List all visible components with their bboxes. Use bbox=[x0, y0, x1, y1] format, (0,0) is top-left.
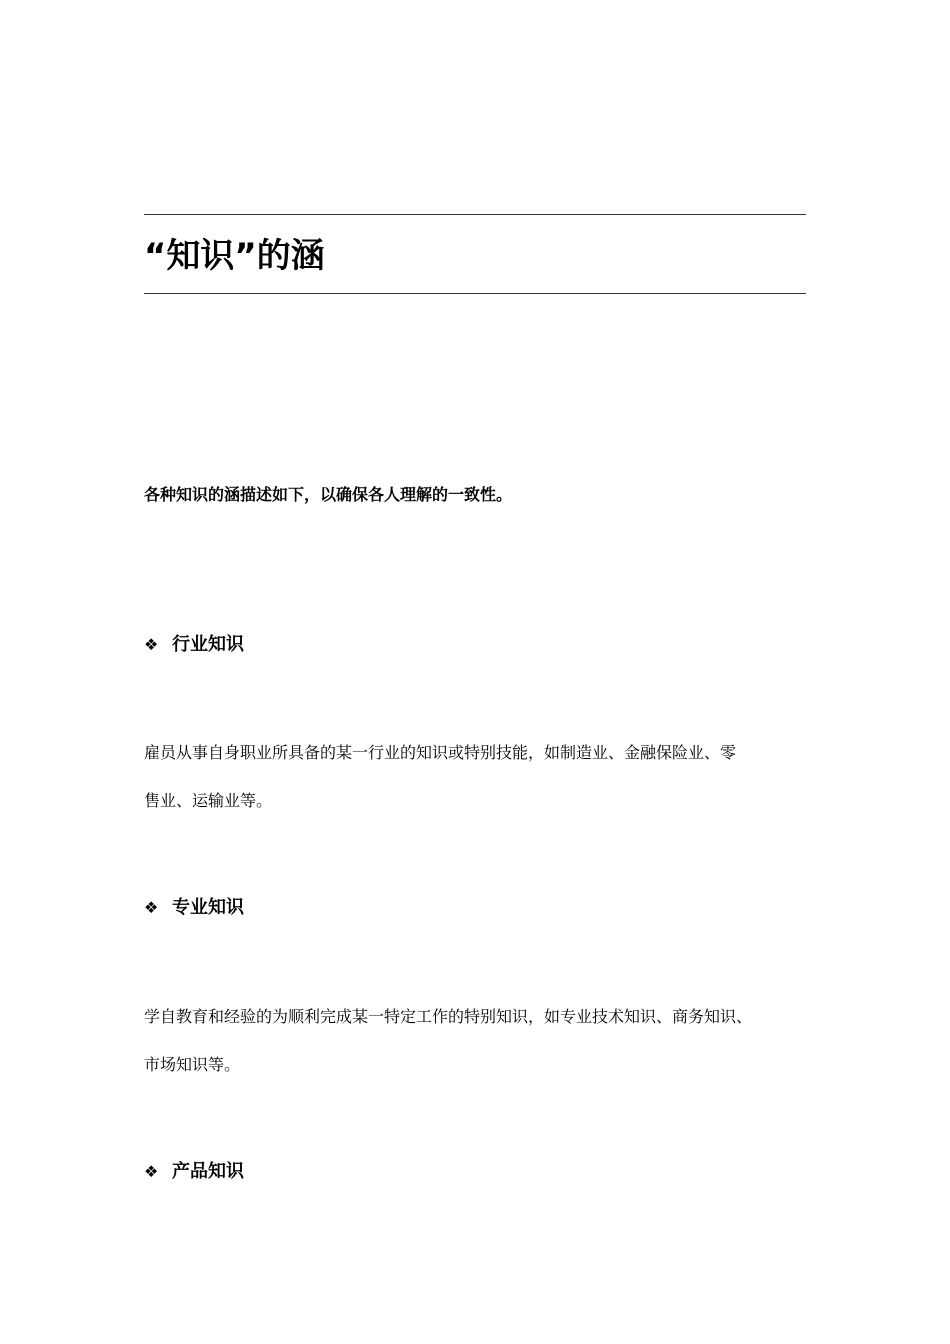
diamond-bullet-icon: ❖ bbox=[144, 898, 159, 917]
section-paragraph-industry-knowledge bbox=[144, 740, 824, 814]
paragraph-line: 学自教育和经验的为顺利完成某一特定工作的特别知识，如专业技术知识、商务知识、 bbox=[144, 1007, 753, 1026]
page-title: “知识”的涵 bbox=[144, 236, 325, 276]
section-heading-product-knowledge bbox=[144, 1159, 244, 1185]
title-top-rule bbox=[144, 214, 806, 215]
title-bottom-rule bbox=[144, 293, 806, 294]
section-heading-professional-knowledge bbox=[144, 895, 244, 921]
section-heading-industry-knowledge bbox=[144, 632, 244, 658]
section-heading-label: 专业知识 bbox=[172, 897, 244, 918]
intro-text: 各种知识的涵描述如下，以确保各人理解的一致性。 bbox=[144, 485, 513, 504]
paragraph-line: 市场知识等。 bbox=[144, 1055, 241, 1074]
paragraph-line: 雇员从事自身职业所具备的某一行业的知识或特别技能，如制造业、金融保险业、零 bbox=[144, 743, 737, 762]
paragraph-line: 售业、运输业等。 bbox=[144, 791, 273, 810]
section-heading-label: 产品知识 bbox=[172, 1161, 244, 1182]
diamond-bullet-icon: ❖ bbox=[144, 1162, 159, 1181]
section-heading-label: 行业知识 bbox=[172, 634, 244, 655]
section-paragraph-professional-knowledge bbox=[144, 1004, 824, 1078]
diamond-bullet-icon: ❖ bbox=[144, 635, 159, 654]
